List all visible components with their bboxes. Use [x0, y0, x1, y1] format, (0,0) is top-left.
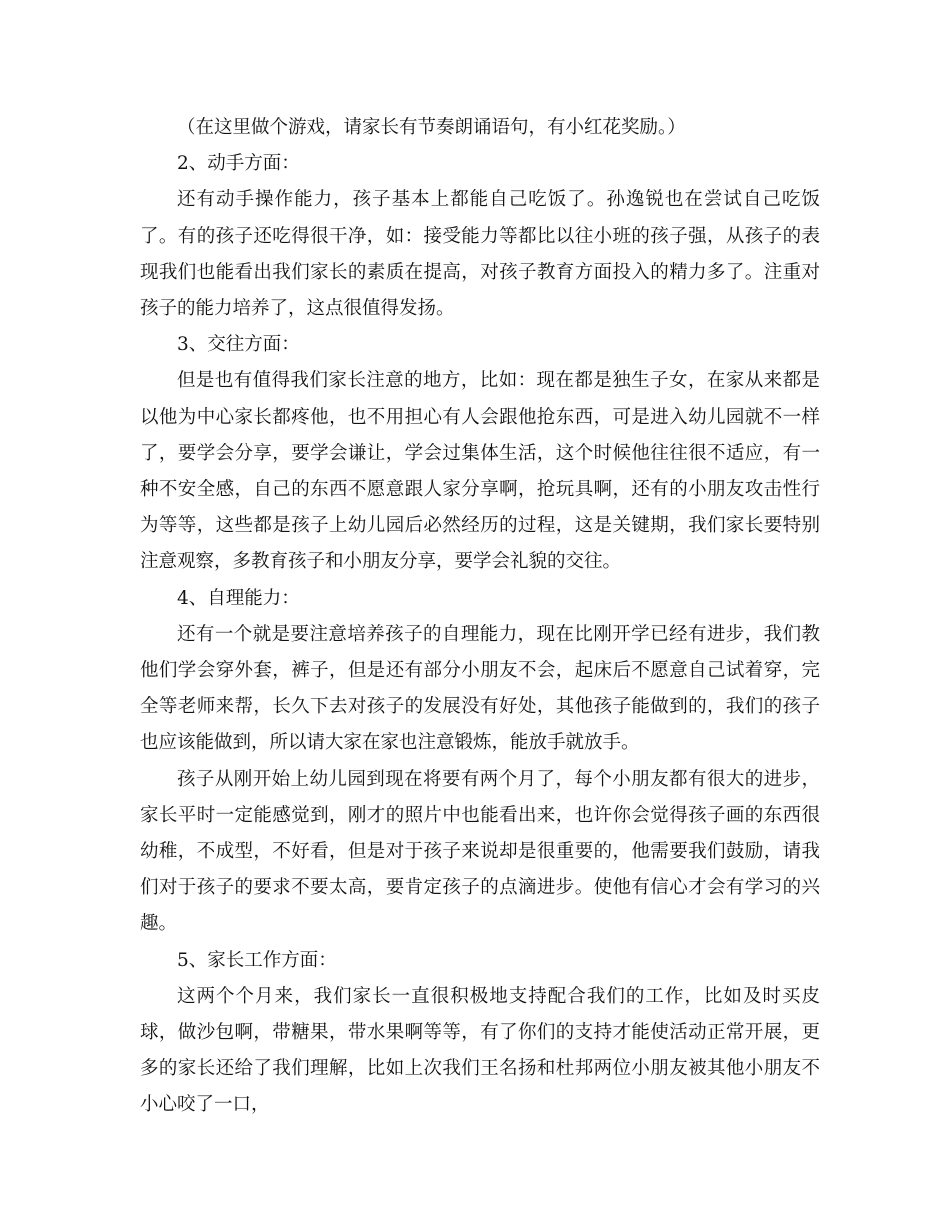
paragraph-game-note: （在这里做个游戏，请家长有节奏朗诵语句，有小红花奖励。） [177, 117, 686, 138]
paragraph-parent-work: 这两个个月来，我们家长一直很积极地支持配合我们的工作，比如及时买皮球，做沙包啊，带糖果，带水果啊等等，有了你们的支持才能使活动正常开展，更多的家长还给了我们理解，比如上次我们王名扬和杜邦两位小朋友被其他小朋友不小心咬了一口， [140, 985, 820, 1116]
heading-social: 3、交往方面： [177, 334, 300, 356]
paragraph-hands-on: 还有动手操作能力，孩子基本上都能自己吃饭了。孙逸锐也在尝试自己吃饭了。有的孩子还吃得很干净，如：接受能力等都比以往小班的孩子强，从孩子的表现我们也能看出我们家长的素质在提高，对孩子教育方面投入的精力多了。注重对孩子的能力培养了，这点很值得发扬。 [140, 189, 820, 320]
heading-parent-work: 5、家长工作方面： [177, 949, 337, 971]
heading-hands-on: 2、动手方面： [177, 153, 300, 175]
paragraph-self-care: 还有一个就是要注意培养孩子的自理能力，现在比刚开学已经有进步，我们教他们学会穿外套，裤子，但是还有部分小朋友不会，起床后不愿意自己试着穿，完全等老师来帮，长久下去对孩子的发展没有好处，其他孩子能做到的，我们的孩子也应该能做到，所以请大家在家也注意锻炼，能放手就放手。 [140, 623, 820, 754]
paragraph-social: 但是也有值得我们家长注意的地方，比如：现在都是独生子女，在家从来都是以他为中心家长都疼他，也不用担心有人会跟他抢东西，可是进入幼儿园就不一样了，要学会分享，要学会谦让，学会过集体生活，这个时候他往往很不适应，有一种不安全感，自己的东西不愿意跟人家分享啊，抢玩具啊，还有的小朋友攻击性行为等等，这些都是孩子上幼儿园后必然经历的过程，这是关键期，我们家长要特别注意观察，多教育孩子和小朋友分享，要学会礼貌的交往。 [140, 370, 820, 573]
document-body [140, 110, 820, 1124]
paragraph-progress: 孩子从刚开始上幼儿园到现在将要有两个月了，每个小朋友都有很大的进步，家长平时一定能感觉到，刚才的照片中也能看出来，也许你会觉得孩子画的东西很幼稚，不成型，不好看，但是对于孩子来说却是很重要的，他需要我们鼓励，请我们对于孩子的要求不要太高，要肯定孩子的点滴进步。使他有信心才会有学习的兴趣。 [140, 768, 820, 935]
heading-self-care: 4、自理能力： [177, 587, 300, 609]
